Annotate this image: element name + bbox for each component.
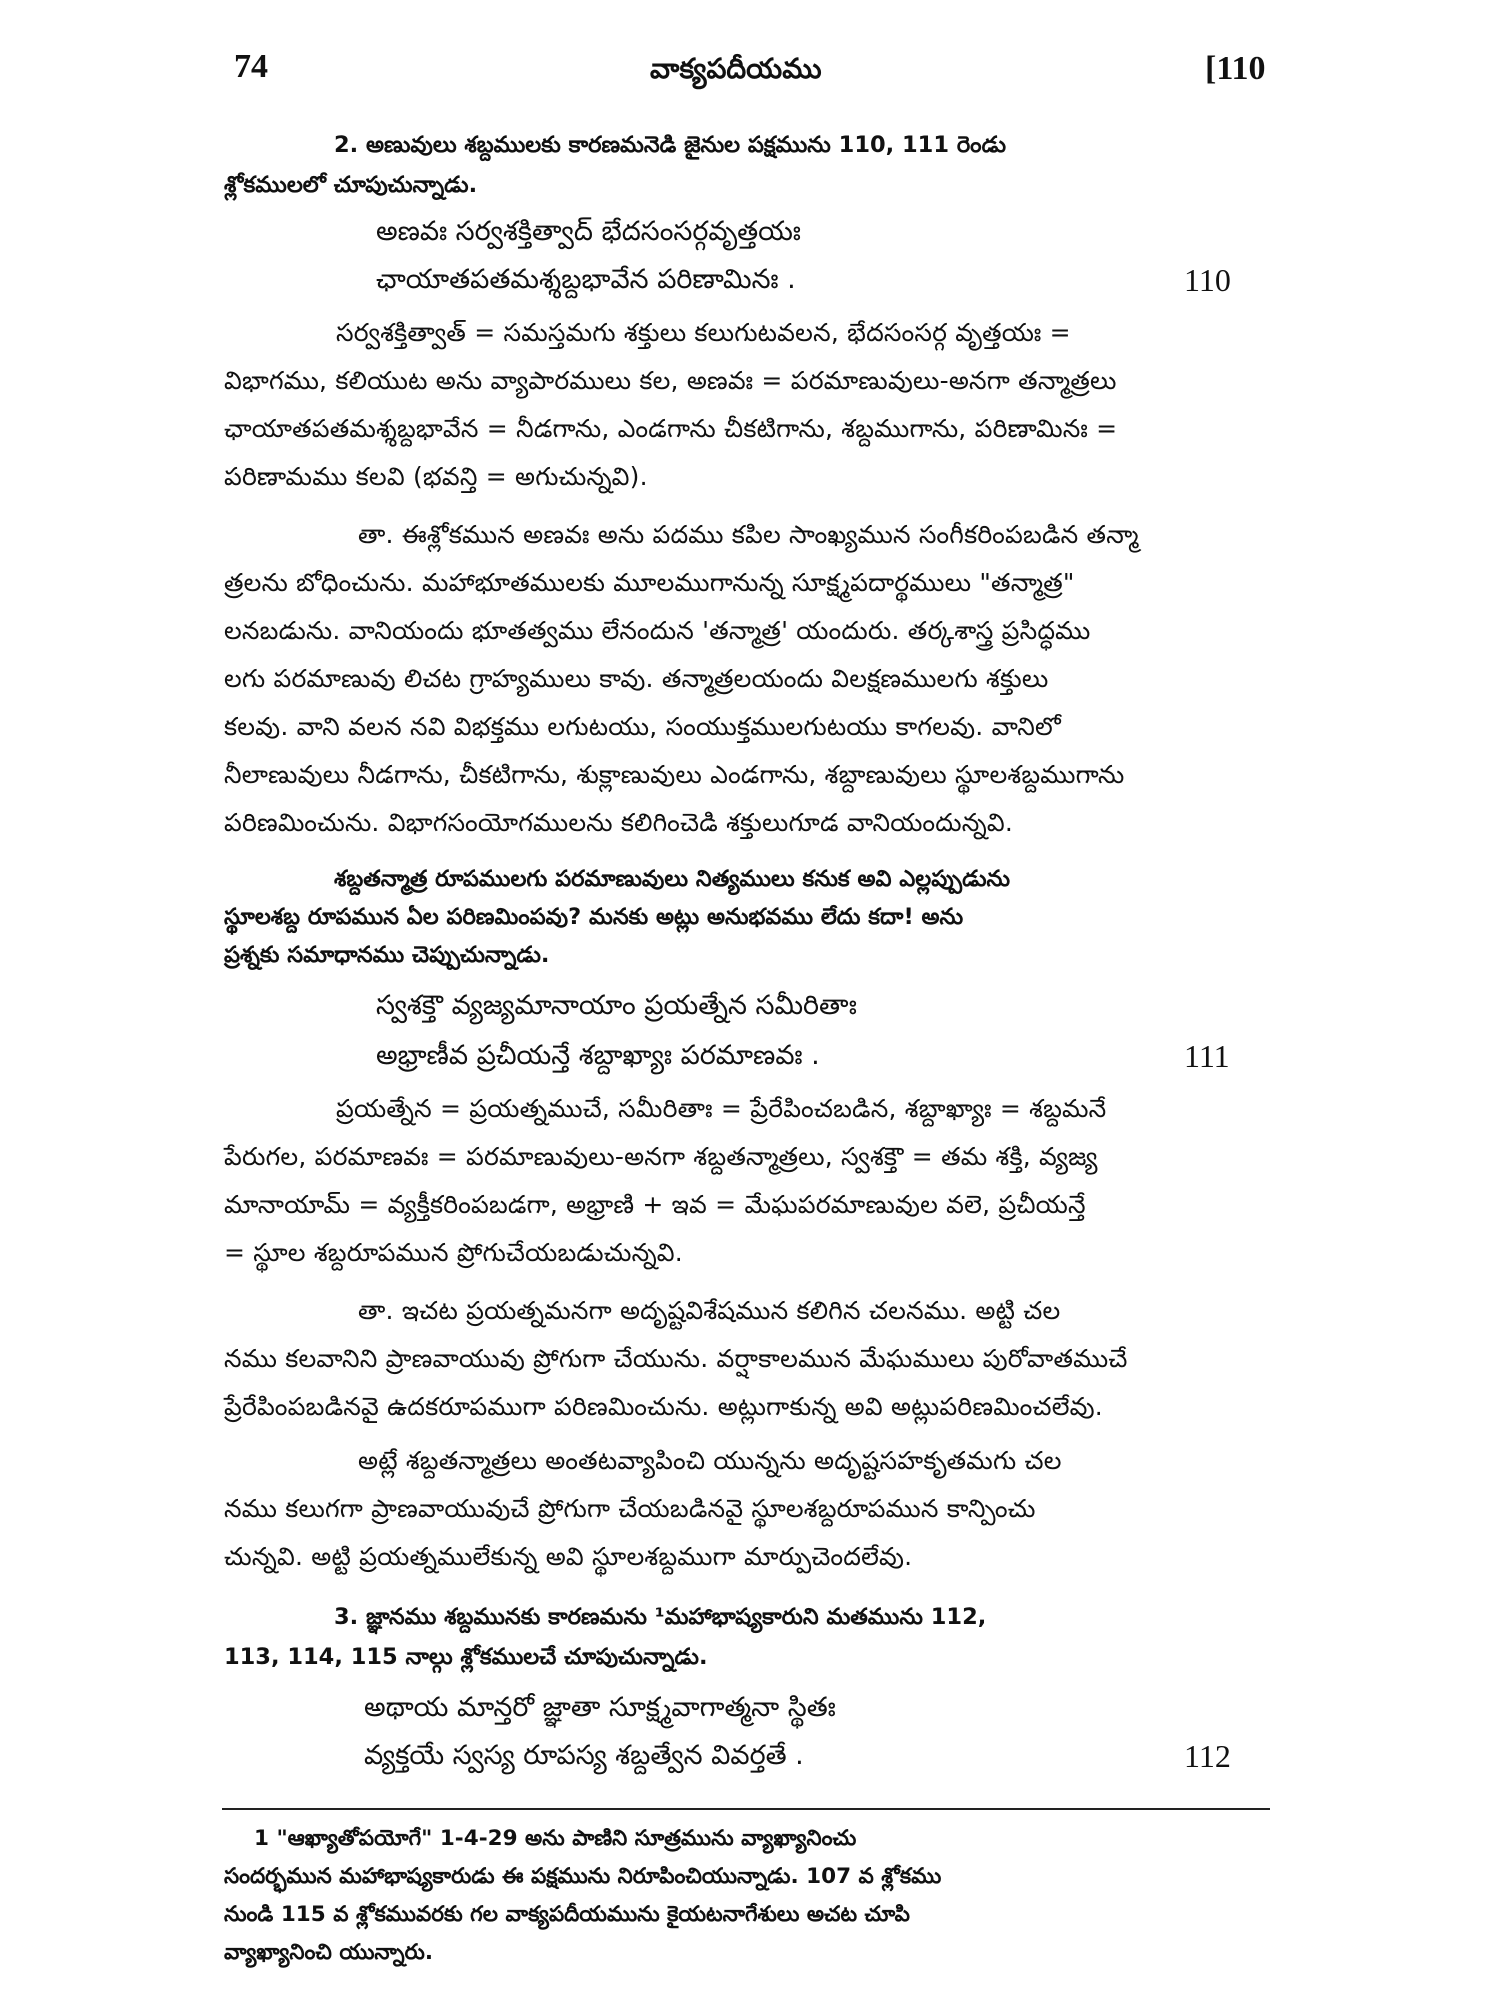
commentary-line: కలవు. వాని వలన నవి విభక్తము లగుటయు, సంయుక్తములగుటయు కాగలవు. వానిలో bbox=[224, 712, 1061, 741]
verse-line: అథాయ మాన్తరో జ్ఞాతా సూక్ష్మవాగాత్మనా స్థితః bbox=[364, 1692, 836, 1723]
gloss-line: ఛాయాతపతమశ్శబ్దభావేన = నీడగాను, ఎండగాను చీకటిగాను, శబ్దముగాను, పరిణామినః = bbox=[224, 414, 1118, 443]
gloss-line: పేరుగల, పరమాణవః = పరమాణువులు-అనగా శబ్దతన్మాత్రలు, స్వశక్తౌ = తమ శక్తి, వ్యజ్య bbox=[224, 1142, 1098, 1171]
verse-line: స్వశక్తౌ వ్యజ్యమానాయాం ప్రయత్నేన సమీరితాః bbox=[376, 990, 857, 1021]
verse-line: అణవః సర్వశక్తిత్వాద్ భేదసంసర్గవృత్తయః bbox=[376, 216, 801, 247]
section-intro-line: 2. అణువులు శబ్దములకు కారణమనెడి జైనుల పక్షమును 110, 111 రెండు bbox=[334, 132, 1006, 158]
verse-line: ఛాయాతపతమశ్శబ్దభావేన పరిణామినః . bbox=[376, 264, 796, 295]
running-title: వాక్యపదీయము bbox=[650, 52, 822, 85]
verse-number: 112 bbox=[1184, 1738, 1231, 1774]
section-marker: [110 bbox=[1205, 50, 1266, 87]
footnote-line: సందర్భమున మహాభాష్యకారుడు ఈ పక్షమును నిరూపించియున్నాడు. 107 వ శ్లోకము bbox=[224, 1864, 942, 1889]
gloss-line: ప్రయత్నేన = ప్రయత్నముచే, సమీరితాః = ప్రేరేపించబడిన, శబ్దాఖ్యాః = శబ్దమనే bbox=[336, 1094, 1107, 1123]
page-number: 74 bbox=[234, 48, 268, 85]
section-intro-line: 113, 114, 115 నాల్గు శ్లోకములచే చూపుచున్నాడు. bbox=[224, 1644, 708, 1670]
commentary-line: నీలాణువులు నీడగాను, చీకటిగాను, శుక్లాణువులు ఎండగాను, శబ్దాణువులు స్థూలశబ్దముగాను bbox=[224, 760, 1125, 789]
verse-line: అభ్రాణీవ ప్రచీయన్తే శబ్దాఖ్యాః పరమాణవః . bbox=[376, 1040, 820, 1071]
footnote-line: 1 "ఆఖ్యాతోపయోగే" 1-4-29 అను పాణిని సూత్రమును వ్యాఖ్యానించు bbox=[254, 1826, 857, 1851]
verse-number: 111 bbox=[1184, 1038, 1230, 1074]
section-intro-line: శ్లోకములలో చూపుచున్నాడు. bbox=[224, 172, 478, 198]
commentary-line: లగు పరమాణువు లిచట గ్రాహ్యములు కావు. తన్మాత్రలయందు విలక్షణములగు శక్తులు bbox=[224, 664, 1049, 693]
gloss-line: సర్వశక్తిత్వాత్ = సమస్తమగు శక్తులు కలుగుటవలన, భేదసంసర్గ వృత్తయః = bbox=[336, 318, 1071, 347]
gloss-line: మానాయామ్ = వ్యక్తీకరింపబడగా, అభ్రాణి + ఇవ = మేఘపరమాణువుల వలె, ప్రచీయన్తే bbox=[224, 1190, 1086, 1219]
footnote-line: వ్యాఖ్యానించి యున్నారు. bbox=[224, 1940, 433, 1965]
gloss-line: విభాగము, కలియుట అను వ్యాపారములు కల, అణవః = పరమాణువులు-అనగా తన్మాత్రలు bbox=[224, 366, 1117, 395]
commentary-line: ప్రేరేపింపబడినవై ఉదకరూపముగా పరిణమించును. అట్లుగాకున్న అవి అట్లుపరిణమించలేవు. bbox=[224, 1392, 1103, 1421]
question-line: ప్రశ్నకు సమాధానము చెప్పుచున్నాడు. bbox=[224, 942, 550, 968]
gloss-line: = స్థూల శబ్దరూపమున ప్రోగుచేయబడుచున్నవి. bbox=[224, 1238, 683, 1267]
question-line: శబ్దతన్మాత్ర రూపములగు పరమాణువులు నిత్యములు కనుక అవి ఎల్లప్పుడును bbox=[334, 866, 1011, 892]
commentary-line: పరిణమించును. విభాగసంయోగములను కలిగించెడి శక్తులుగూడ వానియందున్నవి. bbox=[224, 808, 1014, 837]
question-line: స్థూలశబ్ద రూపమున ఏల పరిణమింపవు? మనకు అట్లు అనుభవము లేదు కదా! అను bbox=[224, 904, 964, 930]
footnote-divider bbox=[222, 1808, 1270, 1810]
section-intro-line: 3. జ్ఞానము శబ్దమునకు కారణమను ¹మహాభాష్యకారుని మతమును 112, bbox=[334, 1604, 987, 1630]
verse-number: 110 bbox=[1184, 262, 1231, 298]
commentary-line: లనబడును. వానియందు భూతత్వము లేనందున 'తన్మాత్ర' యందురు. తర్కశాస్త్ర ప్రసిద్ధము bbox=[224, 616, 1091, 645]
commentary-line: త్రలను బోధించును. మహాభూతములకు మూలముగానున్న సూక్ష్మపదార్థములు "తన్మాత్ర" bbox=[224, 568, 1075, 597]
commentary-line: అట్లే శబ్దతన్మాత్రలు అంతటవ్యాపించి యున్నను అదృష్టసహకృతమగు చల bbox=[358, 1446, 1062, 1475]
commentary-line: నము కలుగగా ప్రాణవాయువుచే ప్రోగుగా చేయబడినవై స్థూలశబ్దరూపమున కాన్పించు bbox=[224, 1494, 1036, 1523]
gloss-line: పరిణామము కలవి (భవన్తి = అగుచున్నవి). bbox=[224, 462, 648, 491]
commentary-line: తా. ఇచట ప్రయత్నమనగా అదృష్టవిశేషమున కలిగిన చలనము. అట్టి చల bbox=[358, 1296, 1061, 1325]
verse-line: వ్యక్తయే స్వస్య రూపస్య శబ్దత్వేన వివర్తతే . bbox=[364, 1740, 804, 1771]
commentary-line: చున్నవి. అట్టి ప్రయత్నములేకున్న అవి స్థూలశబ్దముగా మార్పుచెందలేవు. bbox=[224, 1542, 913, 1571]
commentary-line: తా. ఈశ్లోకమున అణవః అను పదము కపిల సాంఖ్యమున సంగీకరింపబడిన తన్మా bbox=[358, 520, 1139, 549]
commentary-line: నము కలవానిని ప్రాణవాయువు ప్రోగుగా చేయును. వర్షాకాలమున మేఘములు పురోవాతముచే bbox=[224, 1344, 1128, 1373]
footnote-line: నుండి 115 వ శ్లోకమువరకు గల వాక్యపదీయమును కైయటనాగేశులు అచట చూపి bbox=[224, 1902, 910, 1927]
